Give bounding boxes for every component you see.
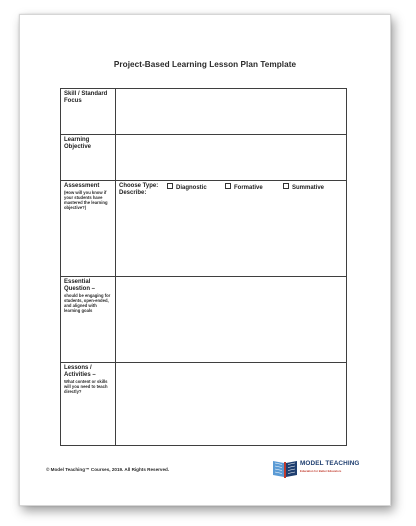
row-label-essential-question: Essential Question – [64,279,96,292]
choose-type-label: Choose Type: [119,183,159,189]
row-label-skill-standard-focus: Skill / Standard Focus [64,91,108,104]
option-diagnostic[interactable] [167,183,207,192]
lessons-activities-field[interactable] [116,363,347,446]
skill-standard-focus-field[interactable] [116,89,347,135]
document-page [19,14,391,506]
row-label-cell [61,89,116,135]
row-label-lessons-activities: Lessons / Activities – [64,365,96,378]
table-row [61,363,347,446]
table-row [61,181,347,277]
row-label-cell [61,181,116,277]
logo-tagline: Education for Better Educators [300,469,342,473]
lesson-plan-table [60,88,347,446]
option-label: Diagnostic [176,185,207,191]
assessment-field[interactable] [116,181,347,277]
table-row [61,89,347,135]
describe-label: Describe: [119,190,147,196]
row-label-assessment: Assessment [64,183,100,189]
document-title: Project-Based Learning Lesson Plan Template [113,60,297,69]
learning-objective-field[interactable] [116,135,347,181]
option-label: Formative [234,185,263,191]
row-label-cell [61,135,116,181]
copyright-footer: © Model Teaching™ Courses, 2019. All Rights Reserved. [46,467,170,472]
checkbox-icon[interactable] [225,183,231,189]
row-label-cell [61,363,116,446]
checkbox-icon[interactable] [167,183,173,189]
option-formative[interactable] [225,183,263,192]
logo-name: MODEL TEACHING [300,460,360,467]
essential-question-field[interactable] [116,277,347,363]
row-sublabel-essential-question: should be engaging for students, open-ended, and aligned with learning goals [64,292,111,313]
row-sublabel-assessment: (How will you know if your students have mastered the learning objective?) [64,190,108,211]
row-label-cell [61,277,116,363]
table-row [61,277,347,363]
option-summative[interactable] [283,183,324,192]
checkbox-icon[interactable] [283,183,289,189]
model-teaching-logo [271,457,371,479]
option-label: Summative [292,185,325,191]
table-row [61,135,347,181]
assessment-type-row [119,183,343,190]
row-sublabel-lessons-activities: What content or skills will you need to teach directly? [64,378,108,394]
row-label-learning-objective: Learning Objective [64,137,92,150]
book-icon [271,457,299,479]
